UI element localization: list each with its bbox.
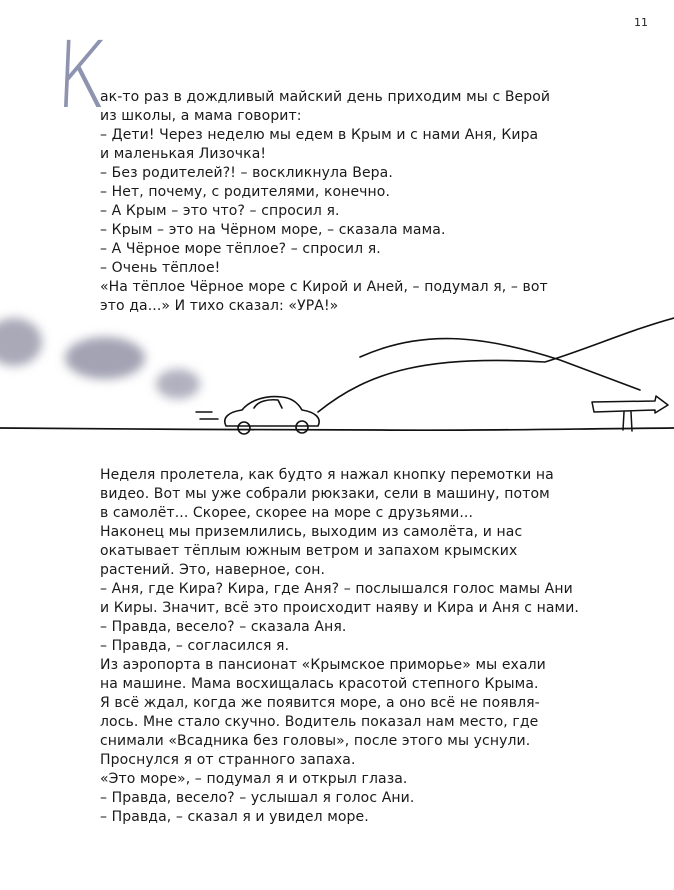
text-line: Неделя пролетела, как будто я нажал кнопку перемотки на <box>100 467 554 483</box>
car-drawing <box>225 397 319 434</box>
hill-outline <box>360 339 640 390</box>
drop-cap-letter: К <box>53 22 110 129</box>
text-line: – А Крым – это что? – спросил я. <box>100 203 340 219</box>
hill-slope <box>318 318 674 412</box>
page-number: 11 <box>634 16 648 29</box>
text-line: и Киры. Значит, всё это происходит наяву и Кира и Аня с нами. <box>100 600 579 616</box>
cloud-small <box>156 369 200 399</box>
text-line: – Очень тёплое! <box>100 260 221 276</box>
text-line: – Правда, весело? – сказала Аня. <box>100 619 347 635</box>
story-paragraph-1 <box>100 88 660 316</box>
text-line: снимали «Всадника без головы», после этого мы уснули. <box>100 733 531 749</box>
text-line: – Правда, – согласился я. <box>100 638 290 654</box>
text-line: – Аня, где Кира? Кира, где Аня? – послышался голос мамы Ани <box>100 581 573 597</box>
text-line: лось. Мне стало скучно. Водитель показал нам место, где <box>100 714 539 730</box>
text-line: «На тёплое Чёрное море с Кирой и Аней, – подумал я, – вот <box>100 279 548 295</box>
text-line: это да...» И тихо сказал: «УРА!» <box>100 298 339 314</box>
text-line: Я всё ждал, когда же появится море, а оно всё не появля- <box>100 695 540 711</box>
text-line: растений. Это, наверное, сон. <box>100 562 326 578</box>
text-line: – Нет, почему, с родителями, конечно. <box>100 184 391 200</box>
text-line: и маленькая Лизочка! <box>100 146 267 162</box>
road-sign-arrow <box>592 396 668 431</box>
text-line: – А Чёрное море тёплое? – спросил я. <box>100 241 381 257</box>
cloud-large <box>0 318 42 366</box>
cloud-middle <box>65 337 145 379</box>
speed-lines <box>196 412 218 419</box>
text-line: Проснулся я от странного запаха. <box>100 752 356 768</box>
text-line: Наконец мы приземлились, выходим из самолёта, и нас <box>100 524 523 540</box>
text-line: из школы, а мама говорит: <box>100 108 302 124</box>
text-line: – Правда, – сказал я и увидел море. <box>100 809 369 825</box>
text-line: – Крым – это на Чёрном море, – сказала мама. <box>100 222 446 238</box>
story-paragraph-2 <box>100 466 660 827</box>
text-line: Из аэропорта в пансионат «Крымское приморье» мы ехали <box>100 657 546 673</box>
text-line: – Дети! Через неделю мы едем в Крым и с нами Аня, Кира <box>100 127 539 143</box>
text-line: на машине. Мама восхищалась красотой степного Крыма. <box>100 676 539 692</box>
text-line: в самолёт... Скорее, скорее на море с друзьями... <box>100 505 474 521</box>
text-line: – Правда, весело? – услышал я голос Ани. <box>100 790 415 806</box>
text-line: видео. Вот мы уже собрали рюкзаки, сели в машину, потом <box>100 486 550 502</box>
text-line: – Без родителей?! – воскликнула Вера. <box>100 165 393 181</box>
text-line: ак-то раз в дождливый майский день приходим мы с Верой <box>100 89 551 105</box>
car-road-illustration <box>0 300 674 460</box>
road-line <box>0 428 674 430</box>
text-line: «Это море», – подумал я и открыл глаза. <box>100 771 408 787</box>
text-line: окатывает тёплым южным ветром и запахом крымских <box>100 543 518 559</box>
